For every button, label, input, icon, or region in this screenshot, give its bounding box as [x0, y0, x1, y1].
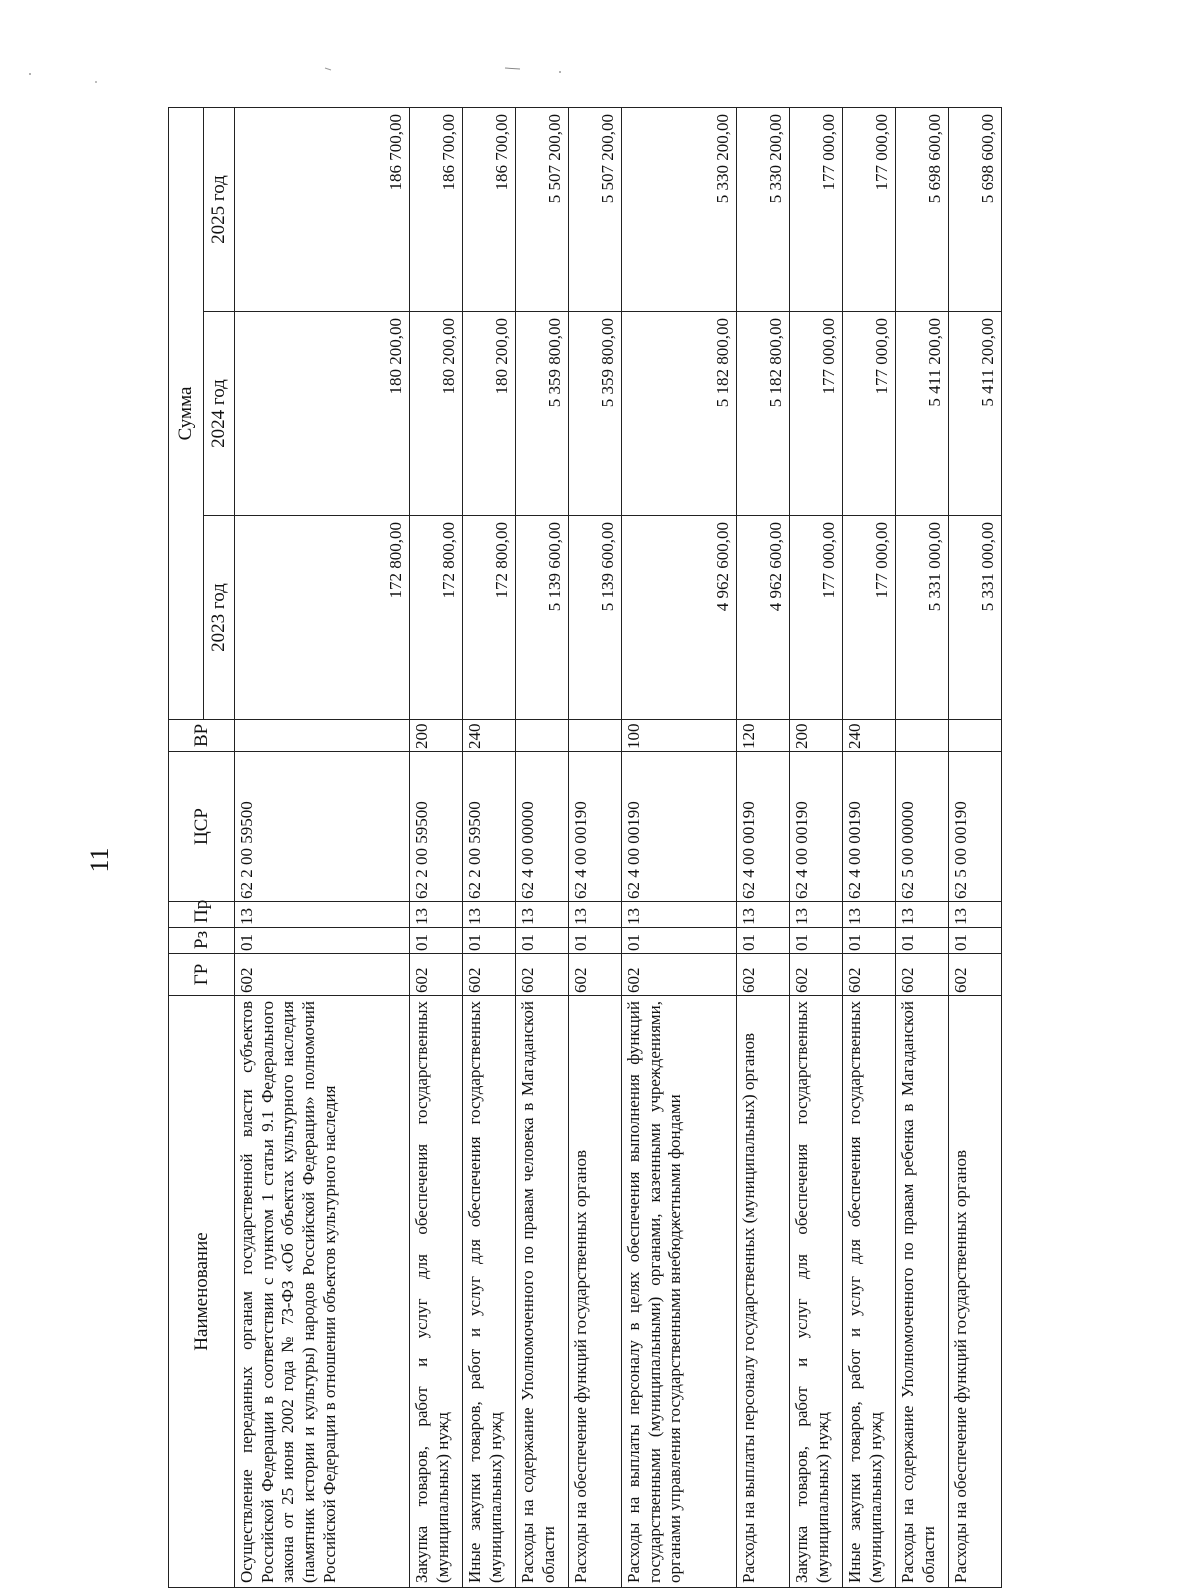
row-name: Расходы на выплаты персоналу в целях обеспечения выполнения функций государственными (муниципальными) органами, казенными учреждениями, органами управления государственными внебюджетными фондами — [622, 996, 737, 1588]
row-csr: 62 4 00 00190 — [843, 752, 896, 902]
rotated-table-container — [168, 108, 1048, 1588]
row-csr: 62 4 00 00190 — [737, 752, 790, 902]
table-row — [235, 108, 410, 1588]
row-amount-2023: 177 000,00 — [843, 516, 896, 720]
row-amount-2024: 5 182 800,00 — [737, 312, 790, 516]
row-pr: 13 — [410, 902, 463, 928]
row-rz: 01 — [790, 928, 843, 954]
row-amount-2023: 5 139 600,00 — [569, 516, 622, 720]
row-vr — [569, 720, 622, 752]
row-name: Расходы на содержание Уполномоченного по правам ребенка в Магаданской области — [896, 996, 949, 1588]
header-vr: ВР — [169, 720, 235, 752]
row-amount-2024: 180 200,00 — [235, 312, 410, 516]
row-rz: 01 — [410, 928, 463, 954]
table-row — [949, 108, 1002, 1588]
row-pr: 13 — [235, 902, 410, 928]
table-row — [896, 108, 949, 1588]
row-vr: 200 — [790, 720, 843, 752]
row-amount-2025: 5 330 200,00 — [622, 108, 737, 312]
row-csr: 62 5 00 00190 — [949, 752, 1002, 902]
row-amount-2024: 180 200,00 — [463, 312, 516, 516]
header-csr: ЦСР — [169, 752, 235, 902]
row-amount-2025: 5 507 200,00 — [516, 108, 569, 312]
row-vr — [896, 720, 949, 752]
row-amount-2023: 172 800,00 — [410, 516, 463, 720]
row-vr — [516, 720, 569, 752]
row-gr: 602 — [410, 954, 463, 996]
header-2024: 2024 год — [204, 312, 235, 516]
header-2025: 2025 год — [204, 108, 235, 312]
header-gr: ГР — [169, 954, 235, 996]
row-amount-2024: 177 000,00 — [843, 312, 896, 516]
row-pr: 13 — [949, 902, 1002, 928]
row-csr: 62 2 00 59500 — [463, 752, 516, 902]
row-name: Расходы на выплаты персоналу государственных (муниципальных) органов — [737, 996, 790, 1588]
row-pr: 13 — [622, 902, 737, 928]
row-pr: 13 — [516, 902, 569, 928]
row-name: Осуществление переданных органам государственной власти субъектов Российской Федерации в соответствии с пунктом 1 статьи 9.1 Федерального закона от 25 июня 2002 года № 73-ФЗ «Об объектах культурного наследия (памятник истории и культуры) народов Российской Федерации» полномочий Российской Федерации в отношении объектов культурного наследия — [235, 996, 410, 1588]
table-body — [235, 108, 1002, 1588]
table-row — [463, 108, 516, 1588]
row-gr: 602 — [949, 954, 1002, 996]
row-rz: 01 — [949, 928, 1002, 954]
page-number: 11 — [85, 847, 114, 873]
row-rz: 01 — [737, 928, 790, 954]
row-amount-2023: 172 800,00 — [235, 516, 410, 720]
row-amount-2023: 5 331 000,00 — [949, 516, 1002, 720]
row-name: Иные закупки товаров, работ и услуг для обеспечения государственных (муниципальных) нужд — [843, 996, 896, 1588]
row-csr: 62 2 00 59500 — [235, 752, 410, 902]
row-amount-2025: 186 700,00 — [463, 108, 516, 312]
row-name: Расходы на обеспечение функций государственных органов — [569, 996, 622, 1588]
row-amount-2025: 5 507 200,00 — [569, 108, 622, 312]
row-amount-2024: 180 200,00 — [410, 312, 463, 516]
table-row — [843, 108, 896, 1588]
row-csr: 62 4 00 00190 — [569, 752, 622, 902]
row-amount-2023: 177 000,00 — [790, 516, 843, 720]
row-amount-2025: 177 000,00 — [790, 108, 843, 312]
row-vr: 200 — [410, 720, 463, 752]
header-2023: 2023 год — [204, 516, 235, 720]
row-name: Закупка товаров, работ и услуг для обеспечения государственных (муниципальных) нужд — [790, 996, 843, 1588]
row-gr: 602 — [463, 954, 516, 996]
row-pr: 13 — [790, 902, 843, 928]
row-gr: 602 — [737, 954, 790, 996]
header-rz: Рз — [169, 928, 235, 954]
row-vr — [235, 720, 410, 752]
row-gr: 602 — [235, 954, 410, 996]
budget-table — [168, 107, 1002, 1588]
row-name: Расходы на обеспечение функций государственных органов — [949, 996, 1002, 1588]
row-amount-2023: 5 139 600,00 — [516, 516, 569, 720]
row-gr: 602 — [843, 954, 896, 996]
row-name: Расходы на содержание Уполномоченного по правам человека в Магаданской области — [516, 996, 569, 1588]
row-amount-2023: 4 962 600,00 — [622, 516, 737, 720]
row-rz: 01 — [516, 928, 569, 954]
row-rz: 01 — [569, 928, 622, 954]
row-amount-2023: 172 800,00 — [463, 516, 516, 720]
row-csr: 62 4 00 00190 — [790, 752, 843, 902]
table-row — [569, 108, 622, 1588]
table-row — [410, 108, 463, 1588]
row-amount-2023: 5 331 000,00 — [896, 516, 949, 720]
row-csr: 62 2 00 59500 — [410, 752, 463, 902]
row-amount-2025: 5 698 600,00 — [896, 108, 949, 312]
row-vr: 100 — [622, 720, 737, 752]
row-pr: 13 — [896, 902, 949, 928]
row-pr: 13 — [737, 902, 790, 928]
row-name: Иные закупки товаров, работ и услуг для обеспечения государственных (муниципальных) нужд — [463, 996, 516, 1588]
row-amount-2024: 5 411 200,00 — [949, 312, 1002, 516]
table-row — [737, 108, 790, 1588]
row-amount-2024: 5 359 800,00 — [516, 312, 569, 516]
table-row — [790, 108, 843, 1588]
row-rz: 01 — [622, 928, 737, 954]
row-amount-2024: 5 182 800,00 — [622, 312, 737, 516]
row-vr: 120 — [737, 720, 790, 752]
row-pr: 13 — [463, 902, 516, 928]
row-csr: 62 4 00 00000 — [516, 752, 569, 902]
row-gr: 602 — [569, 954, 622, 996]
header-pr: Пр — [169, 902, 235, 928]
row-gr: 602 — [516, 954, 569, 996]
row-amount-2024: 5 411 200,00 — [896, 312, 949, 516]
row-vr — [949, 720, 1002, 752]
row-amount-2023: 4 962 600,00 — [737, 516, 790, 720]
row-amount-2025: 177 000,00 — [843, 108, 896, 312]
row-rz: 01 — [463, 928, 516, 954]
row-rz: 01 — [235, 928, 410, 954]
row-gr: 602 — [622, 954, 737, 996]
row-rz: 01 — [896, 928, 949, 954]
scan-specks — [0, 0, 1200, 120]
table-row — [622, 108, 737, 1588]
row-amount-2024: 177 000,00 — [790, 312, 843, 516]
row-amount-2025: 186 700,00 — [410, 108, 463, 312]
row-gr: 602 — [790, 954, 843, 996]
table-header — [169, 108, 235, 1588]
header-name: Наименование — [169, 996, 235, 1588]
row-amount-2025: 186 700,00 — [235, 108, 410, 312]
table-row — [516, 108, 569, 1588]
row-rz: 01 — [843, 928, 896, 954]
row-vr: 240 — [463, 720, 516, 752]
row-name: Закупка товаров, работ и услуг для обеспечения государственных (муниципальных) нужд — [410, 996, 463, 1588]
row-csr: 62 4 00 00190 — [622, 752, 737, 902]
row-pr: 13 — [569, 902, 622, 928]
row-csr: 62 5 00 00000 — [896, 752, 949, 902]
header-summa: Сумма — [169, 108, 204, 720]
row-amount-2024: 5 359 800,00 — [569, 312, 622, 516]
row-amount-2025: 5 698 600,00 — [949, 108, 1002, 312]
row-amount-2025: 5 330 200,00 — [737, 108, 790, 312]
row-vr: 240 — [843, 720, 896, 752]
row-pr: 13 — [843, 902, 896, 928]
row-gr: 602 — [896, 954, 949, 996]
